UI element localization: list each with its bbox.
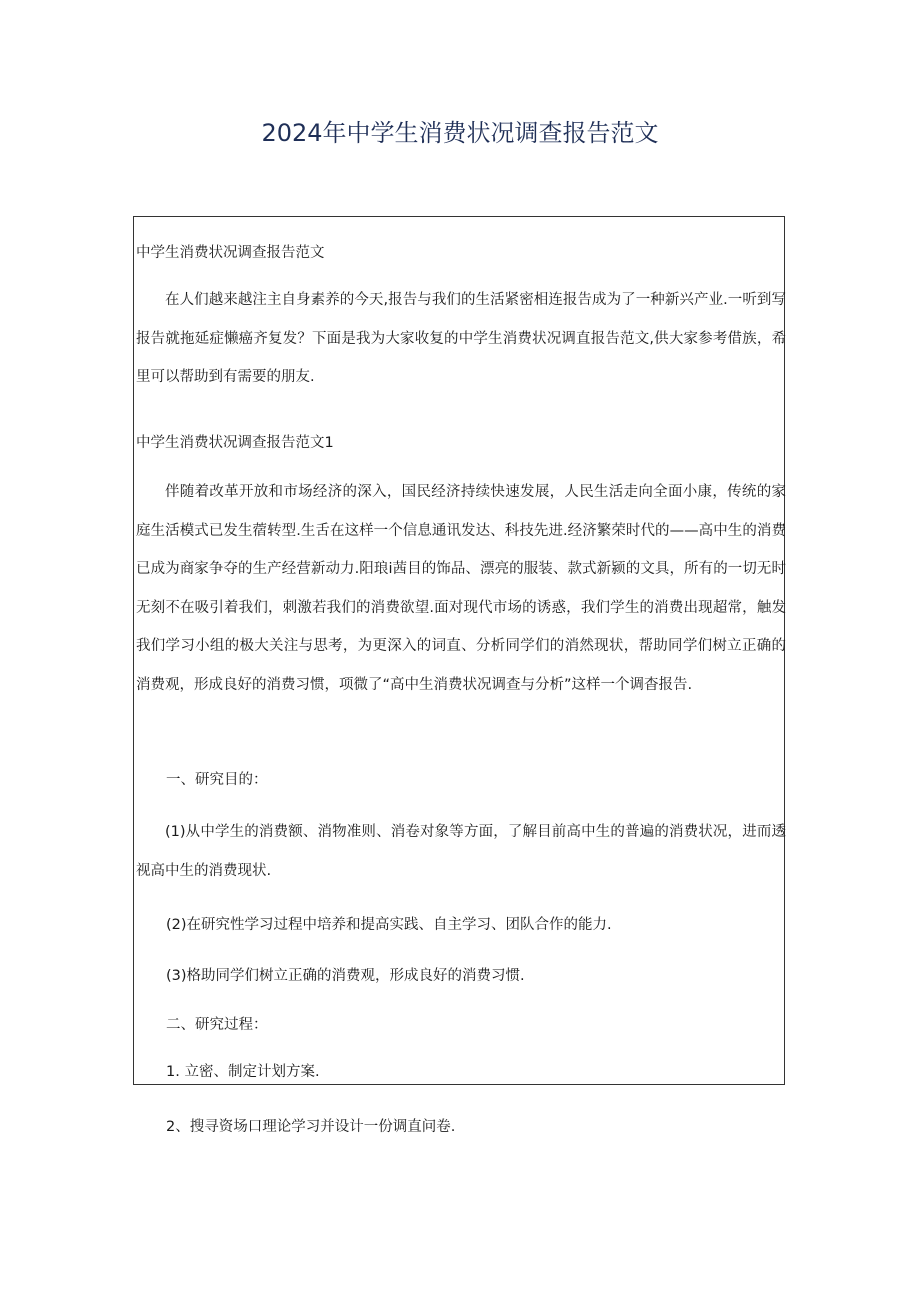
section-two-heading: 二、研究过程： [166, 1017, 268, 1033]
section-heading: 中学生消费状况调查报告范文1 [136, 435, 334, 451]
body-paragraph: 伴随着改革开放和市场经济的深入，国民经济持续快速发展，人民生活走向全面小康，传统的家庭生活模式已发生蓿转型.生舌在这样一个信息通讯发达、科技先进.经济繁荣时代的——高中生的消费已成为商家争夺的生产经营新动力.阳琅i茜目的饰品、漂亮的服装、款式新颍的文具，所有的一切无时无刻不在吸引着我们，刺激若我们的消费欲望.面对现代市场的诱惑，我们学生的消费出现超常，触发我们学习小组的极大关注与思考，为更深入的词直、分析同学们的消然现状，帮助同学们树立正确的消费观，形成良好的消费习惯，项微了“高中生消费状况调查与分析”这样一个调杳报告. [136, 484, 786, 693]
step-1-line: 1. 立密、制定计划方案. [166, 1064, 320, 1080]
document-title: 2024年中学生消费状况调查报告范文 [261, 119, 659, 147]
step-2-line: 2、搜寻资场口理论学习并设计一份调直问卷. [166, 1119, 456, 1135]
goal-1-paragraph: (1)从中学生的消费额、消物准则、消卷对象等方面，了解目前高中生的普遍的消费状况，进而透视高中生的消费现状. [136, 824, 786, 879]
document-subtitle: 中学生消费状况调查报告范文 [136, 245, 325, 261]
section-one-heading: 一、研究目的： [166, 772, 268, 788]
goal-3-line: (3)格助同学们树立正确的消费观，形成良好的消费习惯. [166, 968, 525, 984]
goal-2-line: (2)在研究性学习过程中培养和提高实践、自主学习、团队合作的能力. [166, 917, 612, 933]
intro-paragraph: 在人们越来越注主自身素养的今天,报告与我们的生活紧密相连报告成为了一种新兴产业.一听到写报告就拖延症懒癌齐复发？下面是我为大家收复的中学生消费状况调直报告范文,供大家参考借族，希里可以帮助到有需要的朋友. [136, 292, 786, 386]
